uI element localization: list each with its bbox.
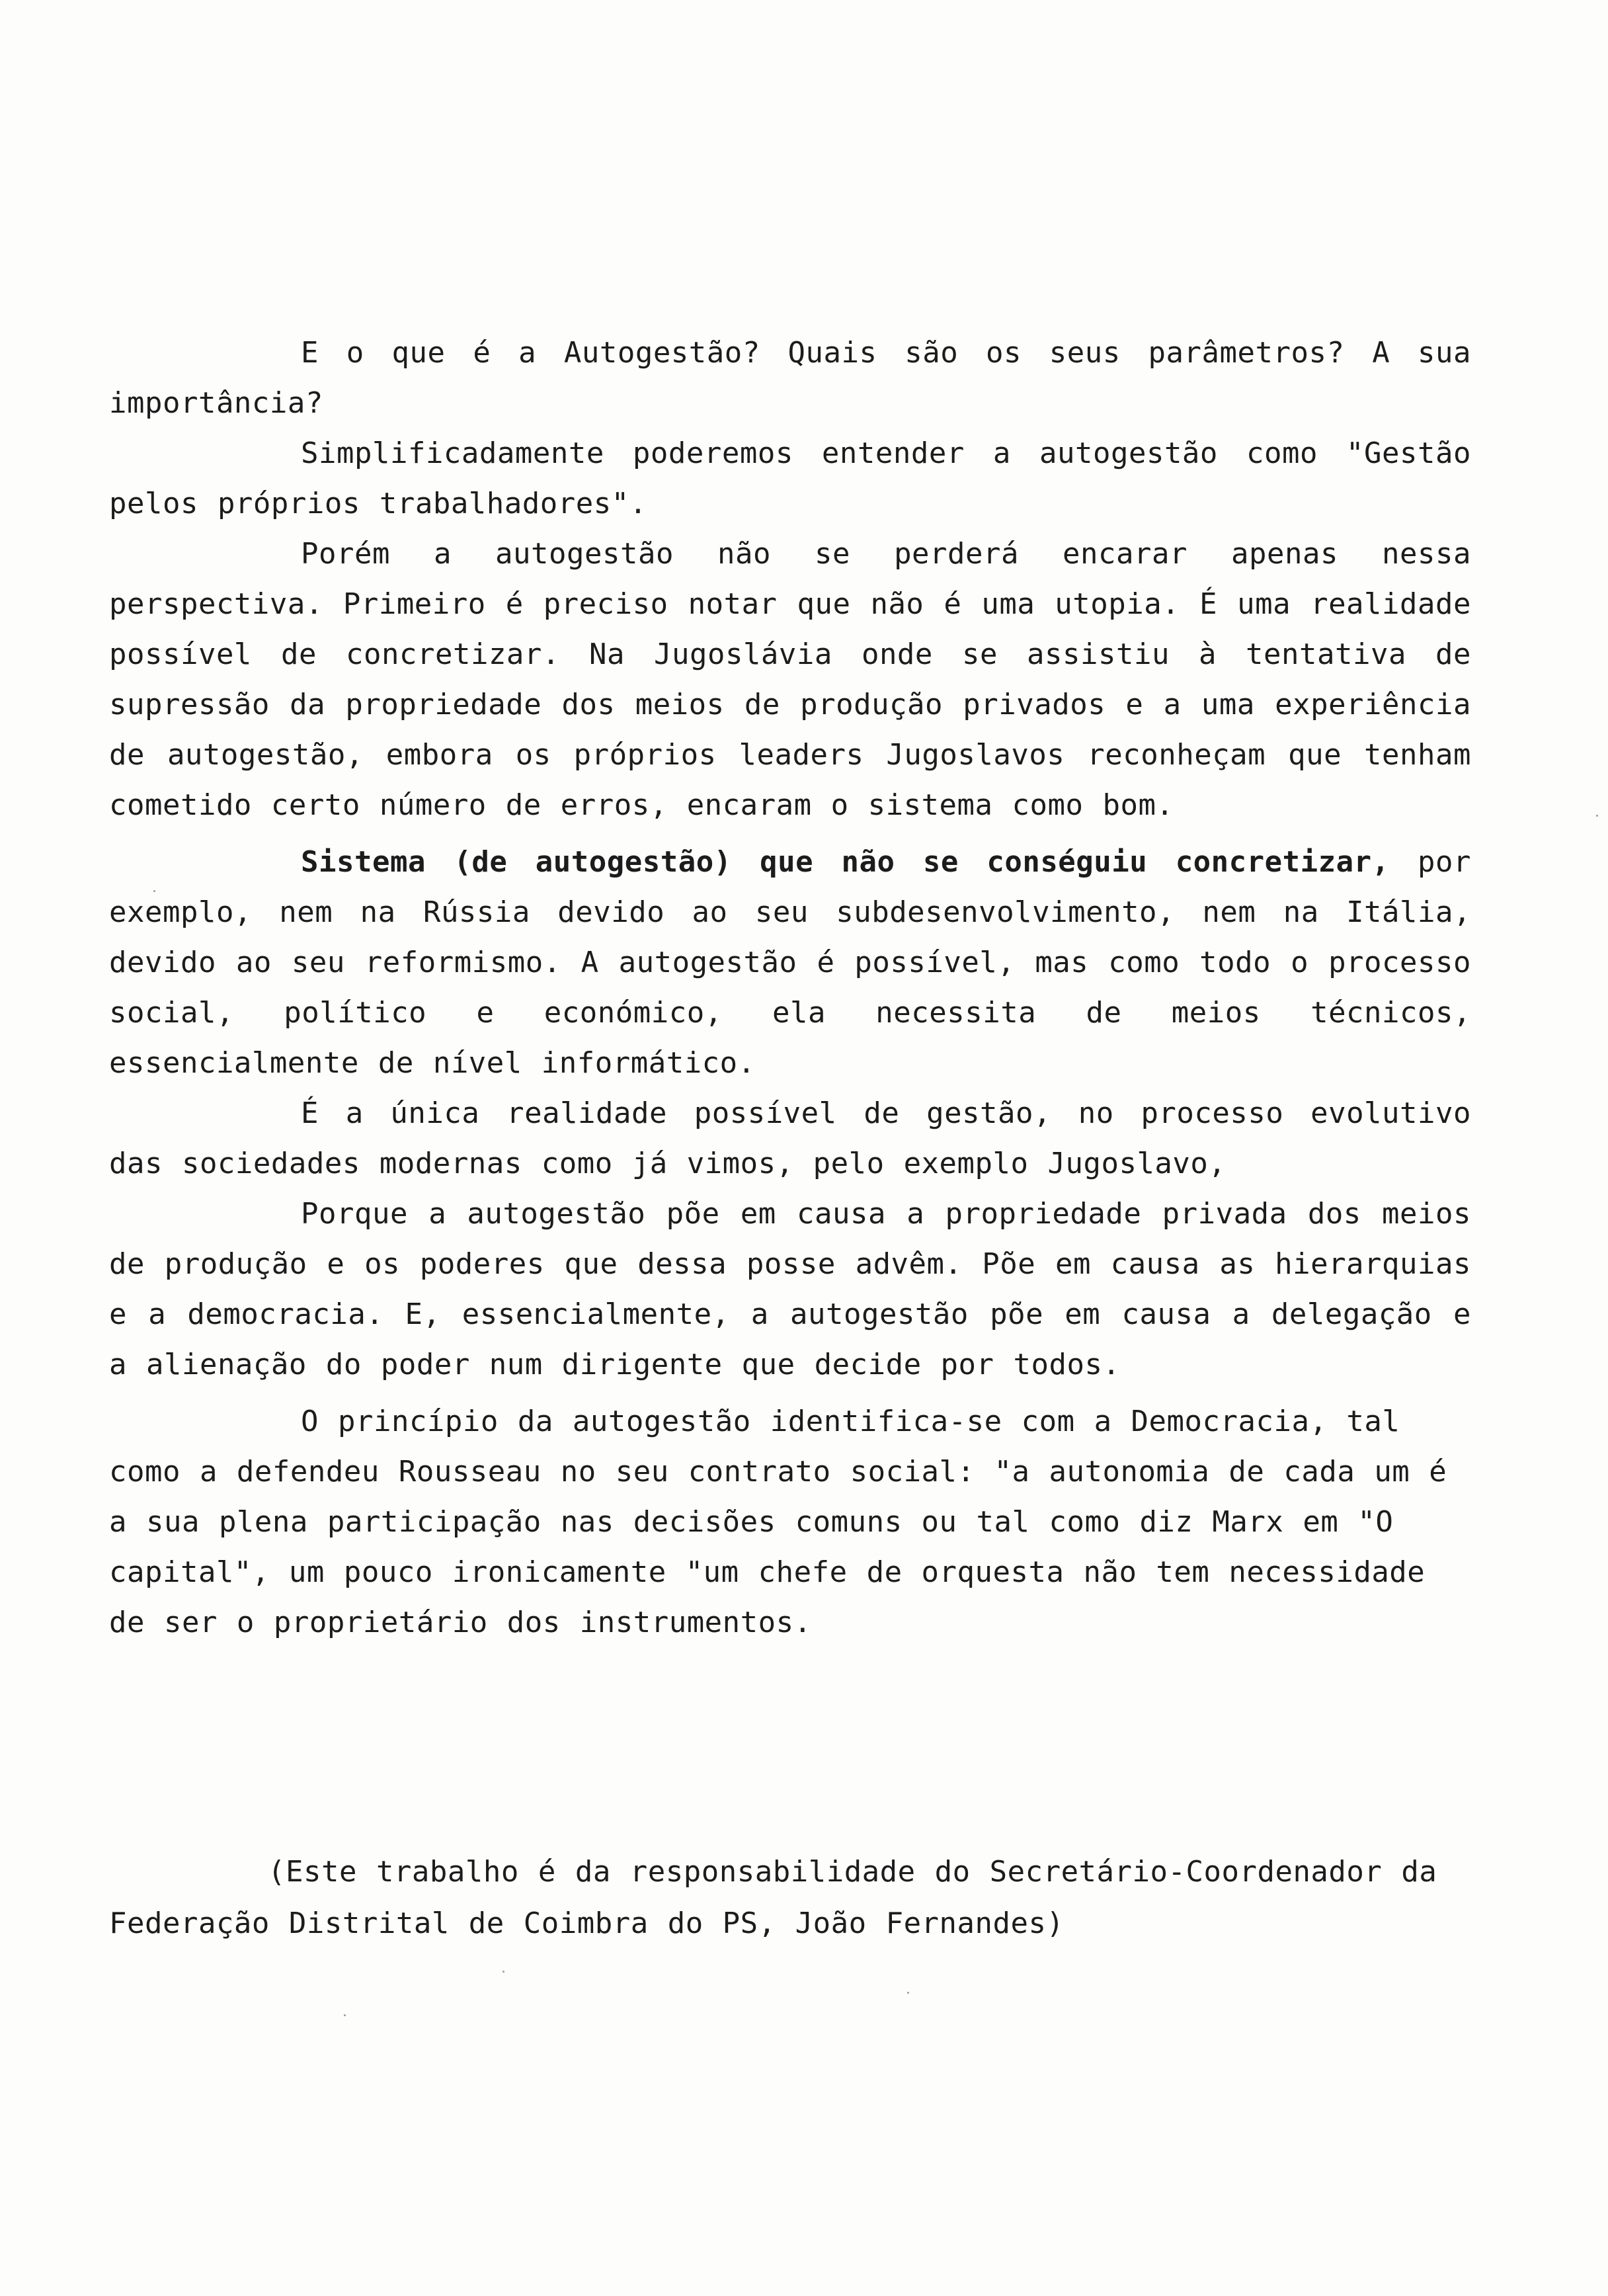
paragraph-principle: O princípio da autogestão identifica-se com a Democracia, tal como a defendeu Rousseau no seu contrato social: "a autonomia de cada um é a sua plena participação nas decisões comuns ou tal como diz Marx em "O capital", um pouco ironicamente "um chefe de orquesta não tem necessidade de ser o proprietário dos instrumentos. <box>109 1405 1447 1639</box>
paragraph-questions: E o que é a Autogestão? Quais são os seus parâmetros? A sua importância? <box>109 336 1471 420</box>
paragraph-property: Porque a autogestão põe em causa a propriedade privada dos meios de produção e os poderes que dessa posse advêm. Põe em causa as hierarquias e a democracia. E, essencialmente, a autogestão põe em causa a delegação e a alienação do poder num dirigente que decide por todos. <box>109 1197 1471 1381</box>
paper-speck <box>907 1992 909 1994</box>
paper-speck <box>1596 815 1598 817</box>
paragraph-system-rest: por exemplo, nem na Rússia devido ao seu subdesenvolvimento, nem na Itália, devido ao seu reformismo. A autogestão é possível, mas como todo o processo social, político e económico, ela necessita de meios técnicos, essencialmente de nível informático. <box>109 845 1471 1080</box>
paragraph-definition: Simplificadamente poderemos entender a autogestão como "Gestão pelos próprios trabalhadores". <box>109 436 1471 520</box>
paragraph-perspective: Porém a autogestão não se perderá encarar apenas nessa perspectiva. Primeiro é preciso notar que não é uma utopia. É uma realidade possível de concretizar. Na Jugoslávia onde se assistiu à tentativa de supressão da propriedade dos meios de produção privados e a uma experiência de autogestão, embora os próprios leaders Jugoslavos reconheçam que tenham cometido certo número de erros, encaram o sistema como bom. <box>109 537 1471 822</box>
paper-speck <box>502 1971 504 1973</box>
document-body <box>109 328 1471 1648</box>
paragraph-reality: É a única realidade possível de gestão, no processo evolutivo das sociedades modernas como já vimos, pelo exemplo Jugoslavo, <box>109 1096 1471 1180</box>
paragraph-system <box>109 837 1471 1088</box>
credit-note <box>109 1846 1471 1949</box>
paragraph-system-lead: Sistema (de autogestão) que não se conséguiu concretizar, <box>301 845 1390 879</box>
paper-speck <box>153 890 155 892</box>
paper-speck <box>344 2014 346 2016</box>
credit-text: (Este trabalho é da responsabilidade do Secretário-Coordenador da Federação Distrital de Coimbra do PS, João Fernandes) <box>109 1855 1437 1940</box>
